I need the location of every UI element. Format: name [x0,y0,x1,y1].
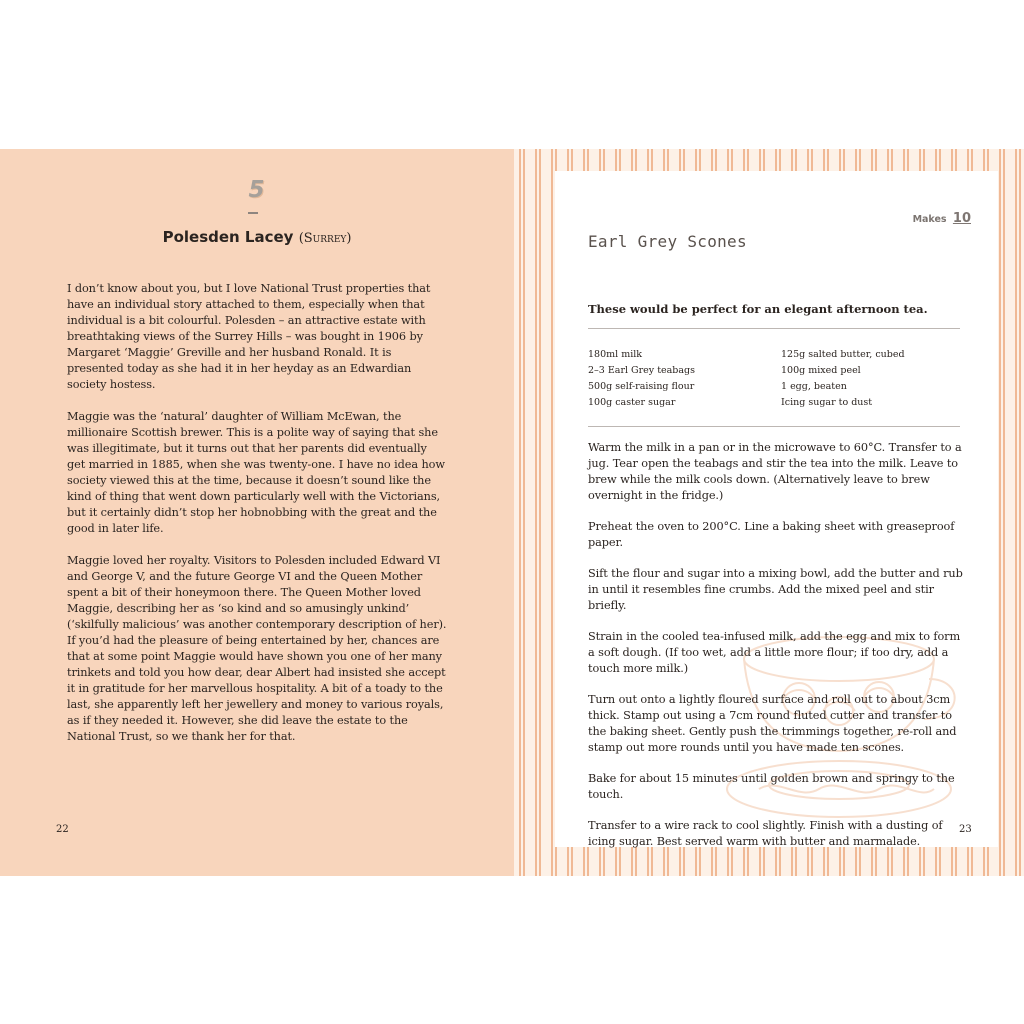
ingredient-item: 100g caster sugar [588,397,676,408]
method-step: Strain in the cooled tea-infused milk, add the egg and mix to form a soft dough. (If too wet, add a little more flour; if too dry, add a touch more milk.) [588,630,961,675]
title-text: Polesden Lacey [162,228,294,246]
divider [588,426,960,427]
ingredient-item: Icing sugar to dust [781,397,873,408]
left-page [0,149,514,876]
chapter-rule [248,212,258,214]
yield [913,211,971,226]
ingredients-right [781,347,971,411]
body-text [67,281,447,761]
makes-count: 10 [952,211,971,226]
method-step: Sift the flour and sugar into a mixing bowl, add the butter and rub in until it resembles fine crumbs. Add the mixed peel and stir briefly. [588,567,963,612]
title-county: (Surrey) [298,231,352,246]
ingredients-left [588,347,778,411]
ingredient-item: 125g salted butter, cubed [781,349,905,360]
right-page [514,149,1024,876]
page-number-right: 23 [959,824,972,835]
paragraph: Maggie was the ‘natural’ daughter of William McEwan, the millionaire Scottish brewer. This is a polite way of saying that she was illegitimate, but it turns out that her parents did eventually get married in 1885, when she was twenty-one. I have no idea how society viewed this at the time, because it doesn’t sound like the kind of thing that went down particularly well with the Victorians, but it certainly didn’t stop her hobnobbing with the great and the good in later life. [67,410,445,535]
method-step: Warm the milk in a pan or in the microwave to 60°C. Transfer to a jug. Tear open the teabags and stir the tea into the milk. Leave to brew while the milk cools down. (Alternatively leave to brew overnight in the fridge.) [588,441,962,502]
paragraph: I don’t know about you, but I love National Trust properties that have an individual story attached to them, especially when that individual is a bit colourful. Polesden – an attractive estate with breathtaking views of the Surrey Hills – was bought in 1906 by Margaret ‘Maggie’ Greville and her husband Ronald. It is presented today as she had it in her heyday as an Edwardian society hostess. [67,282,431,391]
divider [588,328,960,329]
ingredient-item: 1 egg, beaten [781,381,847,392]
ingredient-item: 180ml milk [588,349,643,360]
page-number-left: 22 [56,824,69,835]
recipe-intro: These would be perfect for an elegant afternoon tea. [588,302,928,316]
ingredient-item: 500g self-raising flour [588,381,695,392]
method-step: Preheat the oven to 200°C. Line a baking sheet with greaseproof paper. [588,520,955,549]
paragraph: Maggie loved her royalty. Visitors to Polesden included Edward VI and George V, and the future George VI and the Queen Mother spent a bit of their honeymoon there. The Queen Mother loved Maggie, describing her as ‘so kind and so amusingly unkind’ (‘skilfully malicious’ was another contemporary description of her). If you’d had the pleasure of being entertained by her, chances are that at some point Maggie would have shown you one of her many trinkets and told you how dear, dear Albert had insisted she accept it in gratitude for her marvellous hospitality. A bit of a toady to the last, she apparently left her jewellery and money to various royals, as if they needed it. However, she did leave the estate to the National Trust, so we thank her for that. [67,554,447,743]
book-spread [0,149,1024,876]
recipe-title: Earl Grey Scones [588,232,747,251]
ingredient-item: 100g mixed peel [781,365,861,376]
makes-label: Makes [912,214,947,225]
chapter-number: 5 [248,177,266,203]
method-steps [588,440,968,865]
method-step: Bake for about 15 minutes until golden brown and springy to the touch. [588,772,955,801]
method-step: Transfer to a wire rack to cool slightly. Finish with a dusting of icing sugar. Best served warm with butter and marmalade. [588,819,943,848]
method-step: Turn out onto a lightly floured surface and roll out to about 3cm thick. Stamp out using a 7cm round fluted cutter and transfer to the baking sheet. Gently push the trimmings together, re-roll and stamp out more rounds until you have made ten scones. [588,693,957,754]
recipe-card [555,171,998,847]
page-title [0,228,514,246]
ingredient-item: 2–3 Earl Grey teabags [588,365,696,376]
